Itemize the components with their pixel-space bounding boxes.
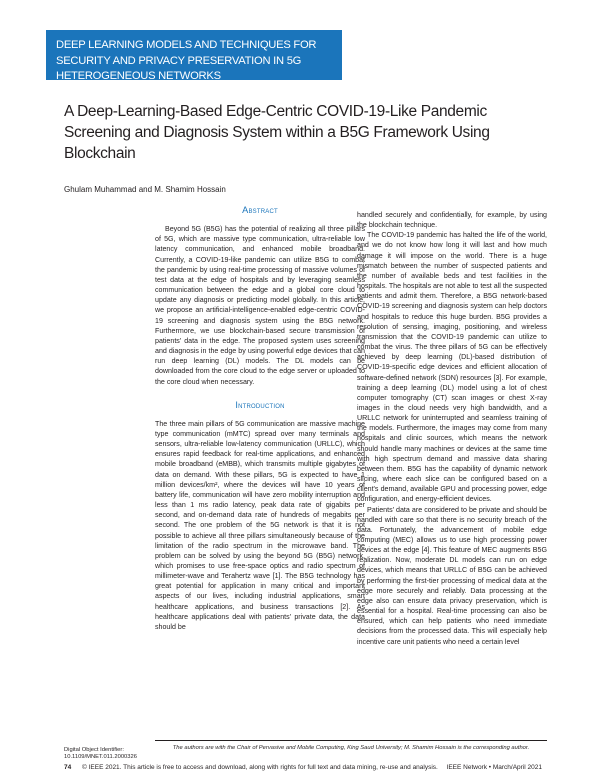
article-title: A Deep-Learning-Based Edge-Centric COVID-19-Like Pandemic Screening and Diagnosis System within a B5G Framework Using Blockchain (64, 103, 490, 162)
right-column (357, 210, 547, 647)
page-number: 74 (64, 764, 72, 771)
abstract-heading: Abstract (242, 205, 278, 215)
doi-block (64, 747, 137, 761)
section-banner: DEEP LEARNING MODELS AND TECHNIQUES FOR SECURITY AND PRIVACY PRESERVATION IN 5G HETEROGENEOUS NETWORKS (46, 30, 342, 80)
doi-label: Digital Object Identifier: (64, 747, 124, 753)
copyright-notice: © IEEE 2021. This article is free to access and download, along with rights for full text and data mining, re-use and analysis. (82, 764, 438, 771)
right-paragraph-continued: handled securely and confidentially, for example, by using the blockchain technique. (357, 211, 547, 230)
author-footnote: The authors are with the Chair of Pervasive and Mobile Computing, King Saud University; M. Shamim Hossain is the corresponding author. (155, 740, 547, 751)
introduction-heading: Introduction (235, 399, 285, 410)
abstract-text: Beyond 5G (B5G) has the potential of realizing all three pillars of 5G, which are massive type communication, ultra-reliable low latency communication, and enhanced mobile broadband. Currently, a COVID-19-like pandemic can utilize B5G to combat the pandemic by using real-time processing of massive volumes of test data at the edge of hospitals and by leveraging seamless communication between the edge and a global core cloud to update any diagnosis or predicting model globally. In this article, we propose an artificial-intelligence-enabled edge-centric COVID-19 screening and diagnosis system using the B5G network. Furthermore, we use blockchain-based secure transmission of patients' data in the edge. The proposed system uses screening and diagnosis in the edge by using powerful edge devices that can run deep learning (DL) models. The DL models can be downloaded from the core cloud to the edge server or uploaded to the core cloud when necessary. (155, 225, 365, 386)
right-paragraph-privacy: Patients' data are considered to be private and should be handled with care so that there is no security breach of the data. Fortunately, the advancement of mobile edge computing (MEC) allows us to use high processing power devices at the edge [4]. This feature of MEC augments B5G realization. Now, moderate DL models can run on edge devices, which means that URLLC of B5G can be achieved by performing the first-tier processing of medical data at the edge more securely and reliably. Data processing at the edge also can ensure data privacy preservation, which is essential for a hospital. Real-time processing can also be ensured, which can help patients who need immediate decisions from the processed data. This will especially help incentive care unit patients who need a certain level (357, 505, 547, 646)
introduction-paragraph: The three main pillars of 5G communication are massive machine type communication (mMTC) spread over many terminals and sensors, ultra-reliable low-latency communication (URLLC), which ensures rapid feedback for real-time applications, and enhanced mobile broadband (eMBB), which transmits multiple gigabytes of data on demand. With these pillars, 5G is expected to have 1 million devices/km², where the devices will have 10 years of battery life, communication will have zero mobility interruption and less than 1 ms radio latency, peak data rate of gigabits per second, and on-demand data rate of hundreds of megabits per second. The one problem of the 5G network is that it is not possible to achieve all three pillars simultaneously because of the limitation of the radio spectrum in the microwave band. The problem can be solved by using the beyond 5G (B5G) network, which promises to use free-space optics and radio spectrum of millimeter-wave and Terahertz wave [1]. The B5G technology has great potential for application in many critical and important aspects of our lives, including industrial applications, smart healthcare applications, and business transactions [2]. As healthcare applications deal with patients' private data, the data should be (155, 419, 365, 631)
right-paragraph-pandemic: The COVID-19 pandemic has halted the life of the world, and we do not know how long it will last and how much damage it will impose on the world. There is a huge mismatch between the number of suspected patients and the number of available beds and test facilities in the hospitals. The hospitals are not able to test all the suspected patients and admit them. Therefore, a B5G network-based COVID-19 screening and diagnosis system can help doctors and hospitals to reduce this huge burden. B5G provides a resolution of sensing, imaging, positioning, and wireless transmission that the COVID-19 pandemic can utilize to combat the virus. The three pillars of 5G can be effectively achieved by deep learning (DL)-based distribution of COVID-19-specific edge devices and efficient allocation of software-defined network (SDN) resources [3]. For example, training a deep learning (DL) model using a lot of chest computer tomography (CT) scan images or chest X-ray images in the cloud needs very high bandwidth, and a URLLC network for uninterrupted and seamless training of the models. Furthermore, the images may come from many hospitals and clinic sources, which means the network should handle many machines or devices at the same time with high spectrum demand and massive data sharing between them. B5G has the capability of dynamic network slicing, where each slice can be configured based on a client's demand, available GPU and processing power, edge configuration, and energy-efficient devices. (357, 231, 547, 504)
doi-value: 10.1109/MNET.011.2000326 (64, 754, 137, 760)
left-column (155, 205, 365, 632)
journal-issue: IEEE Network • March/April 2021 (446, 764, 542, 771)
authors: Ghulam Muhammad and M. Shamim Hossain (64, 185, 226, 194)
